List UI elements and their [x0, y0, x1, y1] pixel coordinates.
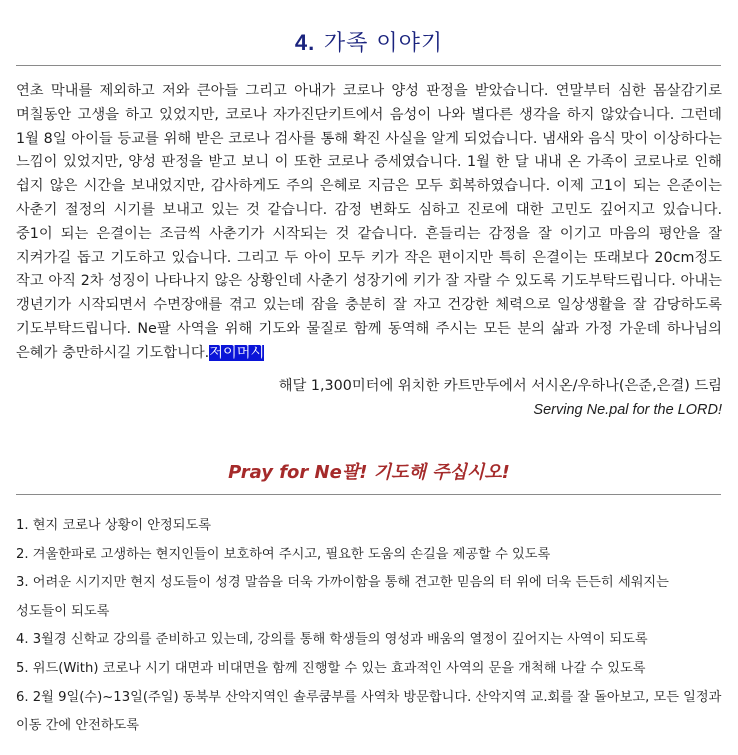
signature-motto: Serving Ne.pal for the LORD!: [533, 402, 722, 418]
prayer-item: 3. 어려운 시기지만 현지 성도들이 성경 말씀을 더욱 가까이함을 통해 견고한 믿음의 터 위에 더욱 든든히 세워지는 성도들이 되도록: [16, 575, 669, 619]
signature-line: 해달 1,300미터에 위치한 카트만두에서 서시온/우하나(은준,은결) 드림: [278, 378, 722, 394]
prayer-item: 1. 현지 코로나 상황이 안정되도록: [16, 518, 211, 533]
selected-text[interactable]: 저이머시: [209, 344, 265, 361]
prayer-heading: Pray for Ne팔! 기도해 주십시오!: [228, 462, 510, 483]
signature-block: [279, 374, 722, 422]
divider-top: [16, 65, 721, 66]
section-title-text: 가족 이야기: [323, 31, 444, 56]
family-story-paragraph: [16, 80, 722, 366]
prayer-list: [16, 512, 722, 741]
section-title: [0, 26, 738, 57]
paragraph-text: 연초 막내를 제외하고 저와 큰아들 그리고 아내가 코로나 양성 판정을 받았습니다. 연말부터 심한 몸살감기로 며칠동안 고생을 하고 있었지만, 코로나 자가진단키트에서 음성이 나와 별다른 생각을 하지 않았습니다. 그런데 1월 8일 아이들 등교를 위해 받은 코로나 검사를 통해 확진 사실을 알게 되었습니다. 냄새와 음식 맛이 이상하다는 느낌이 있었지만, 양성 판정을 받고 보니 이 또한 코로나 증세였습니다. 1월 한 달 내내 온 가족이 코로나로 인해 쉽지 않은 시간을 보내었지만, 감사하게도 주의 은혜로 지금은 모두 회복하였습니다. 이제 고1이 되는 은준이는 사춘기 절정의 시기를 보내고 있는 것 같습니다. 감정 변화도 심하고 진로에 대한 고민도 깊어지고 있습니다. 중1이 되는 은결이는 조금씩 사춘기가 시작되는 것 같습니다. 흔들리는 감정을 잘 이기고 마음의 평안을 잘 지켜가길 돕고 기도하고 있습니다. 그리고 두 아이 모두 키가 작은 편이지만 특히 은결이는 또래보다 20cm정도 작고 아직 2차 성징이 나타나지 않은 상황인데 사춘기 성장기에 키가 잘 자랄 수 있도록 기도부탁드립니다. 아내는 갱년기가 시작되면서 수면장애를 겪고 있는데 잠을 충분히 잘 자고 건강한 체력으로 일상생활을 잘 감당하도록 기도부탁드립니다. Ne팔 사역을 위해 기도와 물질로 함께 동역해 주시는 모든 분의 삶과 가정 가운데 하나님의 은혜가 충만하시길 기도합니다.: [16, 83, 722, 361]
prayer-item: 6. 2월 9일(수)~13일(주일) 동북부 산악지역인 솔루쿰부를 사역차 방문합니다. 산악지역 교.회를 잘 돌아보고, 모든 일정과 이동 간에 안전하도록: [16, 689, 722, 734]
prayer-item: 4. 3월경 신학교 강의를 준비하고 있는데, 강의를 통해 학생들의 영성과 배움의 열정이 깊어지는 사역이 되도록: [16, 632, 648, 648]
section-number: 4.: [294, 30, 316, 55]
prayer-item: 2. 겨울한파로 고생하는 현지인들이 보호하여 주시고, 필요한 도움의 손길을 제공할 수 있도록: [16, 546, 551, 562]
prayer-item: 5. 위드(With) 코로나 시기 대면과 비대면을 함께 진행할 수 있는 효과적인 사역의 문을 개척해 나갈 수 있도록: [16, 660, 646, 676]
divider-prayer: [16, 494, 721, 495]
